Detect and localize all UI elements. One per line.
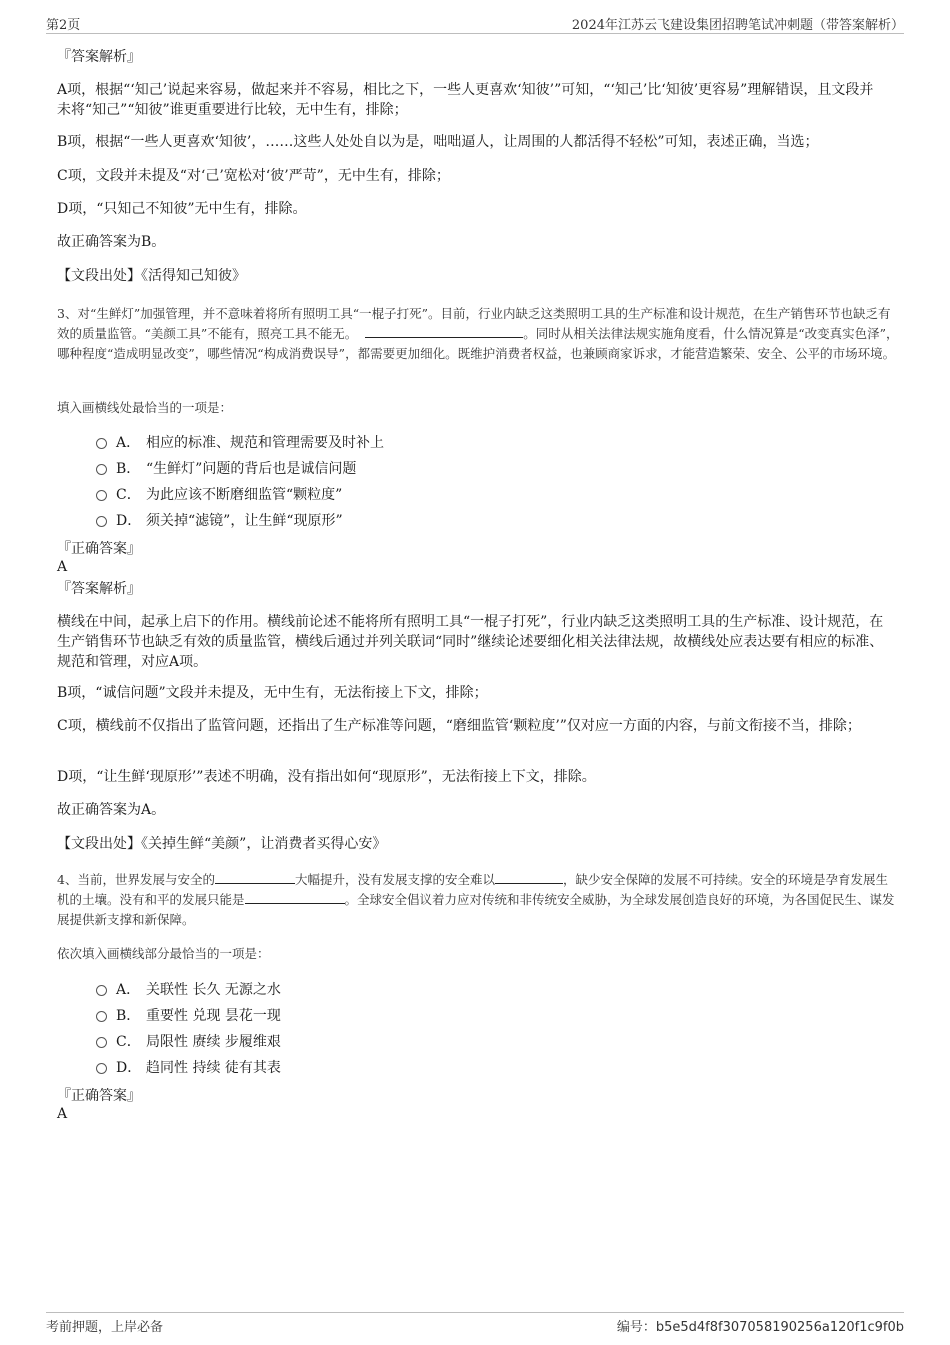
radio-icon[interactable]	[96, 1011, 107, 1022]
document-title: 2024年江苏云飞建设集团招聘笔试冲刺题（带答案解析）	[571, 18, 904, 33]
q4-blank-1	[215, 870, 295, 884]
q3-analysis-d: D项，“让生鲜‘现原形’”表述不明确，没有指出如何“现原形”，无法衔接上下文，排除。	[57, 769, 596, 785]
q2-source: 【文段出处】《活得知己知彼》	[57, 268, 246, 284]
q3-analysis-main: 横线在中间，起承上启下的作用。横线前论述不能将所有照明工具“一棍子打死”，行业内缺乏这类照明工具的生产标准、设计规范，在生产销售环节也缺乏有效的质量监管，横线后通过并列关联词“同时”继续论述要细化相关法律法规，故横线处应表达要有相应的标准、规范和管理，对应A项。	[57, 614, 884, 670]
q3-option-d[interactable]: D． 须关掉“滤镜”，让生鲜“现原形”	[96, 511, 343, 531]
q4-option-b[interactable]: B． 重要性 兑现 昙花一现	[96, 1006, 281, 1026]
q4-option-a[interactable]: A． 关联性 长久 无源之水	[96, 980, 281, 1000]
q4-answer: A	[57, 1106, 68, 1122]
q4-stem: 4、当前，世界发展与安全的 大幅提升，没有发展支撑的安全难以 ，缺少安全保障的发展不可持续。安全的环境是孕育发展生机的土壤。没有和平的发展只能是 。全球安全倡议着力应对传统和非传统安全威胁，为全球发展创造良好的环境，为各国促民生、谋发展提供新支撑和新保障。	[57, 872, 895, 927]
page-number: 第2页	[46, 18, 81, 33]
q4-blank-2	[495, 870, 563, 884]
page-footer	[46, 1312, 904, 1335]
q2-analysis-d: D项，“只知己不知彼”无中生有，排除。	[57, 201, 307, 217]
q4-prompt: 依次填入画横线部分最恰当的一项是：	[57, 946, 270, 961]
q3-source: 【文段出处】《关掉生鲜“美颜”，让消费者买得心安》	[57, 836, 387, 852]
q4-answer-title: 『正确答案』	[57, 1088, 141, 1104]
q3-answer: A	[57, 559, 68, 575]
radio-icon[interactable]	[96, 516, 107, 527]
q3-blank	[365, 324, 523, 338]
q3-analysis-b: B项，“诚信问题”文段并未提及，无中生有，无法衔接上下文，排除；	[57, 685, 488, 701]
q2-analysis-c: C项，文段并未提及“对‘己’宽松对‘彼’严苛”，无中生有，排除；	[57, 168, 450, 184]
radio-icon[interactable]	[96, 464, 107, 475]
q3-prompt: 填入画横线处最恰当的一项是：	[57, 400, 233, 415]
footer-slogan: 考前押题，上岸必备	[46, 1320, 164, 1335]
q3-stem-part2: 。同时从相关法律法规实施角度看，什么情况算是“改变真实色泽”，哪种程度“造成明显改变”，哪些情况“构成消费误导”，都需要更加细化。既维护消费者权益，也兼顾商家诉求，才能营造繁荣、安全、公平的市场环境。	[57, 326, 899, 361]
q2-conclusion: 故正确答案为B。	[57, 234, 166, 250]
q2-analysis-title: 『答案解析』	[57, 49, 141, 65]
q4-option-c[interactable]: C． 局限性 赓续 步履维艰	[96, 1032, 281, 1052]
radio-icon[interactable]	[96, 438, 107, 449]
q3-answer-title: 『正确答案』	[57, 541, 141, 557]
radio-icon[interactable]	[96, 1037, 107, 1048]
q3-stem-part1: 3、对“生鲜灯”加强管理，并不意味着将所有照明工具“一棍子打死”。目前，行业内缺乏这类照明工具的生产标准和设计规范，在生产销售环节也缺乏有效的质量监管。“美颜工具”不能有，照亮工具不能无。	[57, 306, 891, 341]
radio-icon[interactable]	[96, 1063, 107, 1074]
q3-option-b[interactable]: B． “生鲜灯”问题的背后也是诚信问题	[96, 459, 356, 479]
radio-icon[interactable]	[96, 985, 107, 996]
q3-analysis-c: C项，横线前不仅指出了监管问题，还指出了生产标准等问题，“磨细监管‘颗粒度’”仅对应一方面的内容，与前文衔接不当，排除；	[57, 718, 861, 734]
q3-option-a[interactable]: A． 相应的标准、规范和管理需要及时补上	[96, 433, 384, 453]
q3-option-c[interactable]: C． 为此应该不断磨细监管“颗粒度”	[96, 485, 342, 505]
q2-analysis-b: B项，根据“一些人更喜欢‘知彼’，……这些人处处自以为是，咄咄逼人，让周围的人都活得不轻松”可知，表述正确，当选；	[57, 134, 819, 150]
q3-conclusion: 故正确答案为A。	[57, 802, 166, 818]
q2-analysis-a: A项，根据“‘知己’说起来容易，做起来并不容易，相比之下，一些人更喜欢‘知彼’”可知，“‘知己’比‘知彼’更容易”理解错误，且文段并未将“知己”“知彼”谁更重要进行比较，无中生有，排除；	[57, 82, 874, 118]
q3-analysis-title: 『答案解析』	[57, 581, 141, 597]
q3-stem	[57, 304, 899, 364]
radio-icon[interactable]	[96, 490, 107, 501]
q4-option-d[interactable]: D． 趋同性 持续 徒有其表	[96, 1058, 281, 1078]
page-header	[46, 14, 904, 34]
q4-blank-3	[245, 890, 345, 904]
document-code: 编号：b5e5d4f8f307058190256a120f1c9f0b	[616, 1320, 904, 1335]
